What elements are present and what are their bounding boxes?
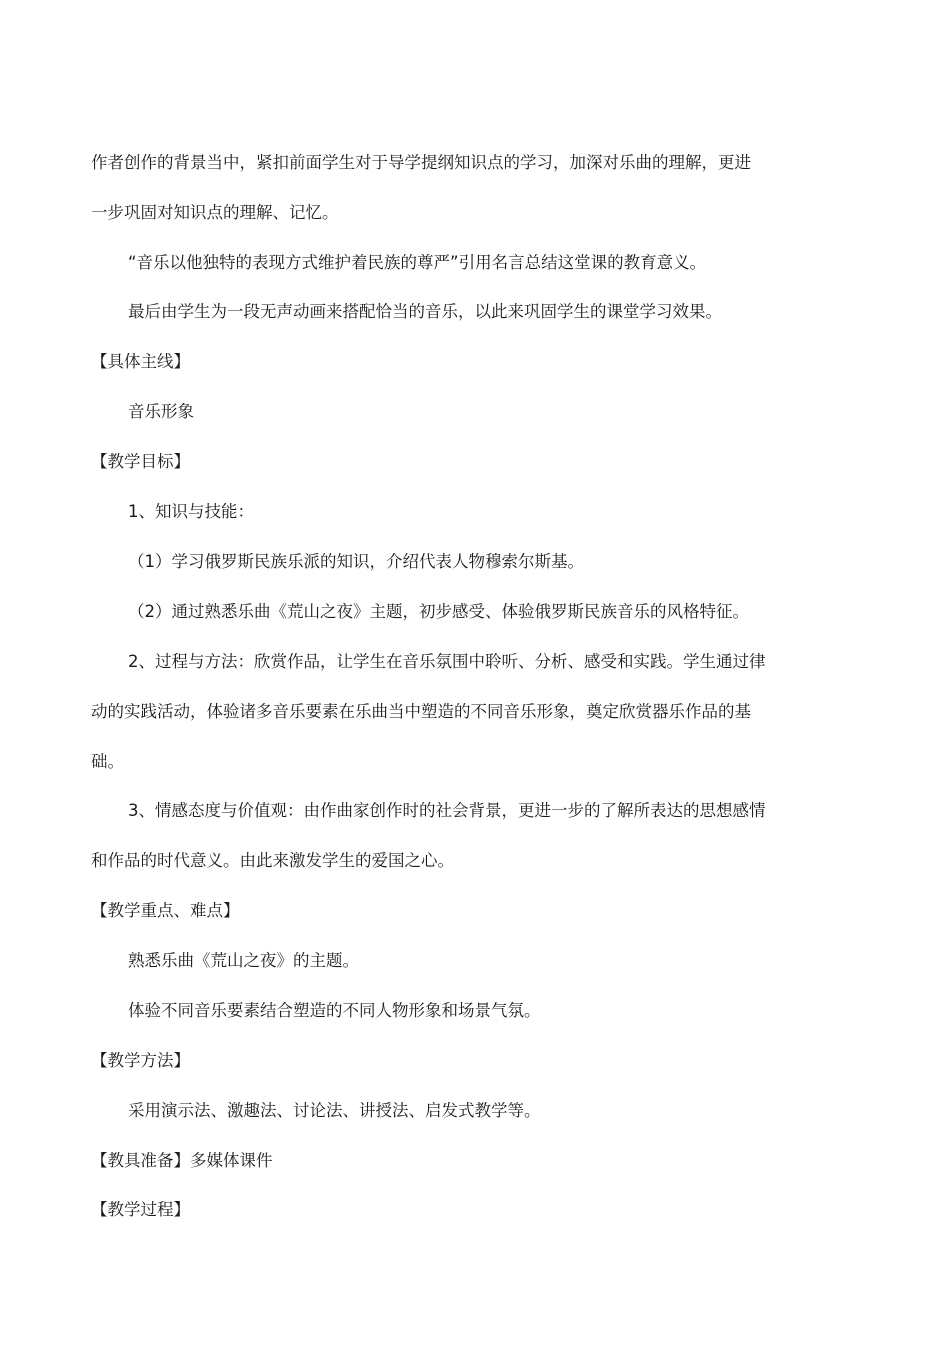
section-heading-key-points: 【教学重点、难点】 <box>91 901 240 920</box>
objective-item: 1、知识与技能： <box>128 502 254 521</box>
body-paragraph: 熟悉乐曲《荒山之夜》的主题。 <box>128 951 359 970</box>
section-heading-materials: 【教具准备】多媒体课件 <box>91 1151 273 1170</box>
section-heading-objectives: 【教学目标】 <box>91 452 190 471</box>
body-text-line: 作者创作的背景当中，紧扣前面学生对于导学提纲知识点的学习，加深对乐曲的理解，更进 <box>91 153 751 172</box>
objective-subitem: （1）学习俄罗斯民族乐派的知识，介绍代表人物穆索尔斯基。 <box>128 552 584 571</box>
objective-item: 2、过程与方法：欣赏作品，让学生在音乐氛围中聆听、分析、感受和实践。学生通过律 <box>128 652 766 671</box>
body-paragraph: 音乐形象 <box>128 402 194 421</box>
section-heading-process: 【教学过程】 <box>91 1200 190 1219</box>
body-text-line: 动的实践活动，体验诸多音乐要素在乐曲当中塑造的不同音乐形象，奠定欣赏器乐作品的基 <box>91 702 751 721</box>
body-paragraph: 最后由学生为一段无声动画来搭配恰当的音乐，以此来巩固学生的课堂学习效果。 <box>128 302 722 321</box>
quote-paragraph: “音乐以他独特的表现方式维护着民族的尊严”引用名言总结这堂课的教育意义。 <box>128 253 707 272</box>
section-heading-methods: 【教学方法】 <box>91 1051 190 1070</box>
body-text-line: 和作品的时代意义。由此来激发学生的爱国之心。 <box>91 851 454 870</box>
body-paragraph: 体验不同音乐要素结合塑造的不同人物形象和场景气氛。 <box>128 1001 541 1020</box>
body-text-line: 一步巩固对知识点的理解、记忆。 <box>91 203 339 222</box>
objective-subitem: （2）通过熟悉乐曲《荒山之夜》主题，初步感受、体验俄罗斯民族音乐的风格特征。 <box>128 602 749 621</box>
body-text-line: 础。 <box>91 752 124 771</box>
section-heading-main-line: 【具体主线】 <box>91 352 190 371</box>
objective-item: 3、情感态度与价值观：由作曲家创作时的社会背景，更进一步的了解所表达的思想感情 <box>128 801 766 820</box>
body-paragraph: 采用演示法、激趣法、讨论法、讲授法、启发式教学等。 <box>128 1101 541 1120</box>
